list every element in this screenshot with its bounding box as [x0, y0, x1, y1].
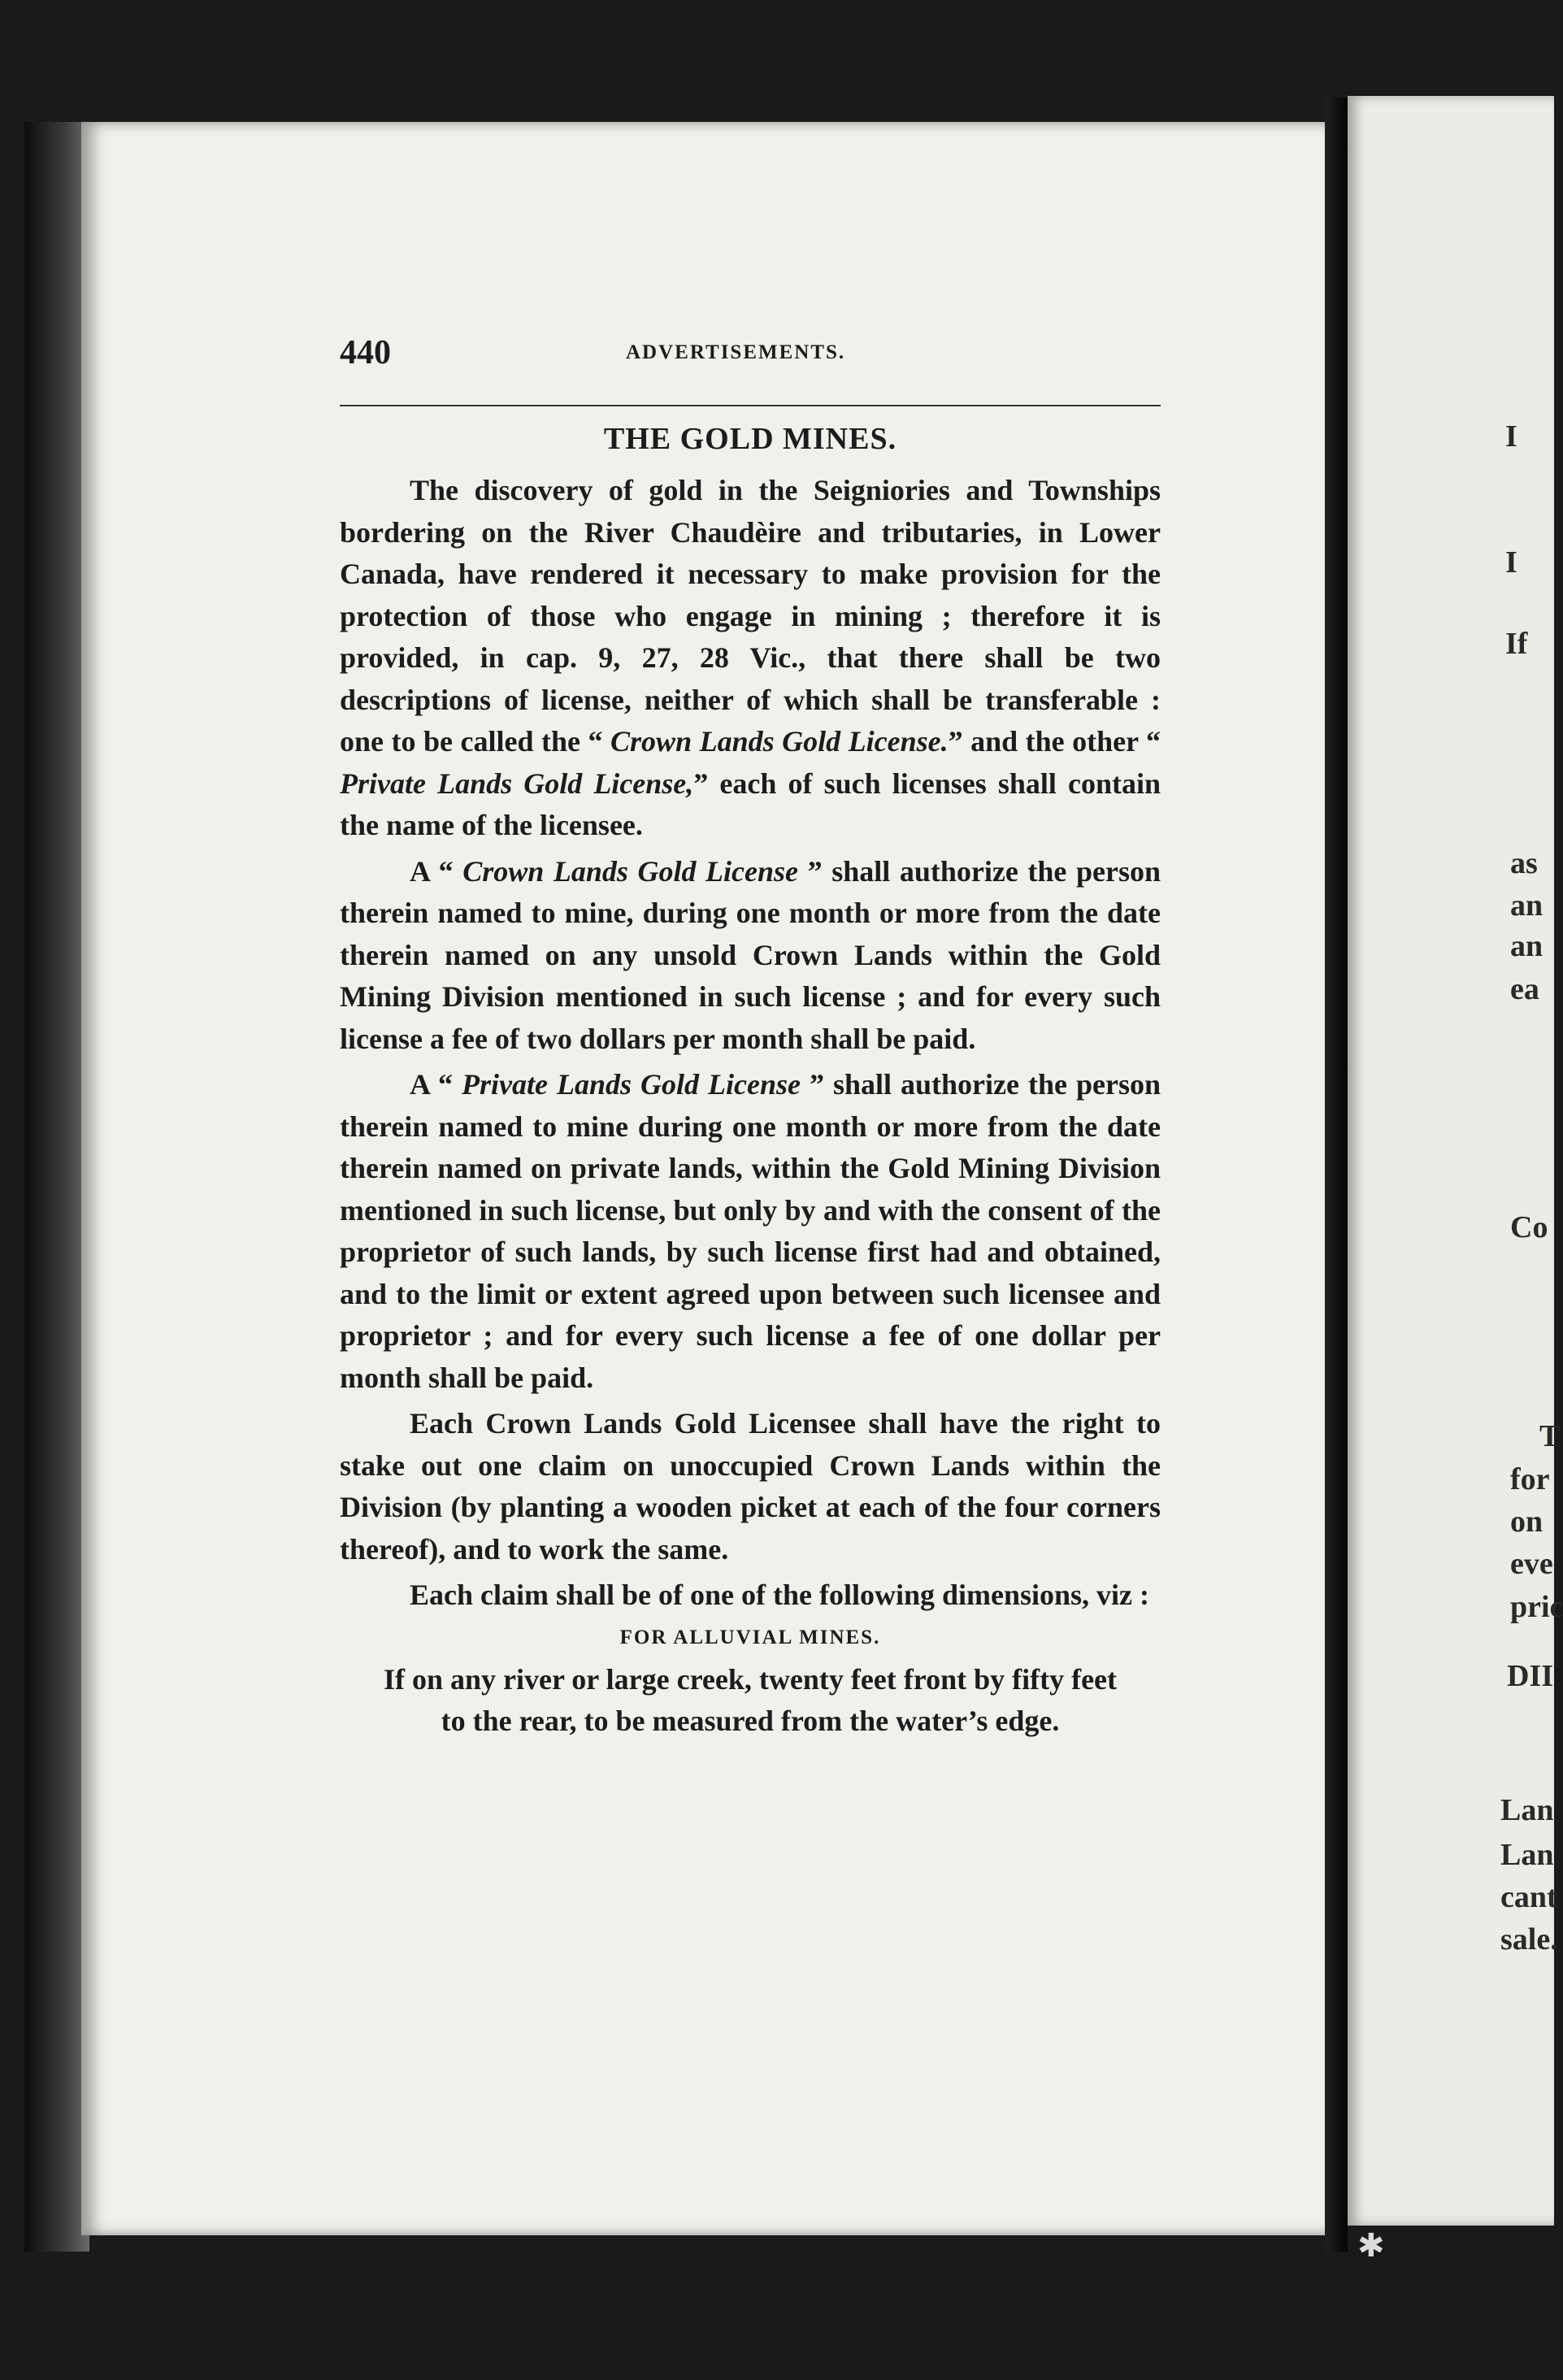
right-page-fragment: If	[1505, 627, 1528, 661]
right-page-fragment: Co	[1510, 1210, 1548, 1244]
right-page-fragment: DII	[1507, 1659, 1554, 1693]
book-spine-left	[24, 122, 89, 2252]
paragraph-text: ” each of such licenses shall contain the name of the licensee.	[340, 767, 1161, 841]
running-head	[340, 333, 1161, 392]
right-page-fragment: cant	[1500, 1880, 1557, 1914]
page-content	[340, 333, 1161, 1742]
paragraph	[340, 851, 1161, 1061]
right-page-fragment: Lan	[1500, 1793, 1554, 1827]
book-gutter	[1325, 98, 1348, 2252]
right-page-fragment: eve	[1510, 1547, 1553, 1581]
page-number: 440	[340, 334, 391, 371]
paragraph	[340, 470, 1161, 847]
right-page-fragment: pric	[1510, 1590, 1563, 1624]
right-page-fragment: I	[1505, 545, 1517, 580]
right-page-fragment: I	[1505, 419, 1517, 454]
right-page-fragment: an	[1510, 929, 1543, 963]
right-page-fragment: T	[1539, 1419, 1561, 1453]
paragraph: Each claim shall be of one of the following dimensions, viz :	[410, 1579, 1150, 1611]
right-page-fragment: sale.	[1500, 1922, 1558, 1957]
running-title: ADVERTISEMENTS.	[626, 341, 846, 363]
paragraph-text: The discovery of gold in the Seigniories and Townships bordering on the River Chaudèire and tributaries, in Lower Canada, have rendered it necessary to make provision for the protection of those who engage in mining ; therefore it is provided, in cap. 9, 27, 28 Vic., that there shall be two descriptions of license, neither of which shall be transferable : one to be called the “	[340, 474, 1161, 758]
rule-line: to the rear, to be measured from the water’s edge.	[441, 1704, 1060, 1737]
right-page-fragment: ea	[1510, 972, 1539, 1006]
italic-term: Crown Lands Gold License.	[610, 725, 949, 758]
paragraph	[340, 1064, 1161, 1399]
right-page-fragment: as	[1510, 846, 1538, 880]
header-rule	[340, 405, 1161, 406]
paragraph-text: A “	[410, 1068, 462, 1101]
paragraph-text: ” and the other “	[948, 725, 1161, 758]
article-title: THE GOLD MINES.	[603, 422, 897, 456]
scan-artifact-icon: ✱	[1357, 2227, 1385, 2265]
italic-term: Crown Lands Gold License	[462, 854, 799, 888]
right-page-fragment: Lan	[1500, 1838, 1554, 1872]
rule-line: If on any river or large creek, twenty feet front by fifty feet	[383, 1662, 1118, 1696]
right-page-fragment: an	[1510, 888, 1543, 923]
paragraph-text: ” shall authorize the person therein named to mine, during one month or more from the date therein named on any unsold Crown Lands within the Gold Mining Division mentioned in such license ; and for every such license a fee of two dollars per month shall be paid.	[340, 854, 1161, 1055]
paragraph-text: A “	[410, 854, 463, 888]
right-page-fragment: on	[1510, 1505, 1543, 1539]
paragraph: Each Crown Lands Gold Licensee shall have the right to stake out one claim on unoccupied Crown Lands within the Division (by planting a wooden picket at each of the four corners thereof), and to work the same.	[340, 1407, 1161, 1566]
paragraph-text: ” shall authorize the person therein named to mine during one month or more from the date therein named on private lands, within the Gold Mining Division mentioned in such license, but only by and with the consent of the proprietor of such lands, by such license first had and obtained, and to the limit or extent agreed upon between such licensee and proprietor ; and for every such license a fee of one dollar per month shall be paid.	[340, 1068, 1161, 1394]
section-subheading: FOR ALLUVIAL MINES.	[619, 1626, 881, 1648]
italic-term: Private Lands Gold License,	[340, 767, 694, 800]
right-page-fragment: for	[1510, 1462, 1550, 1496]
italic-term: Private Lands Gold License	[462, 1068, 801, 1101]
